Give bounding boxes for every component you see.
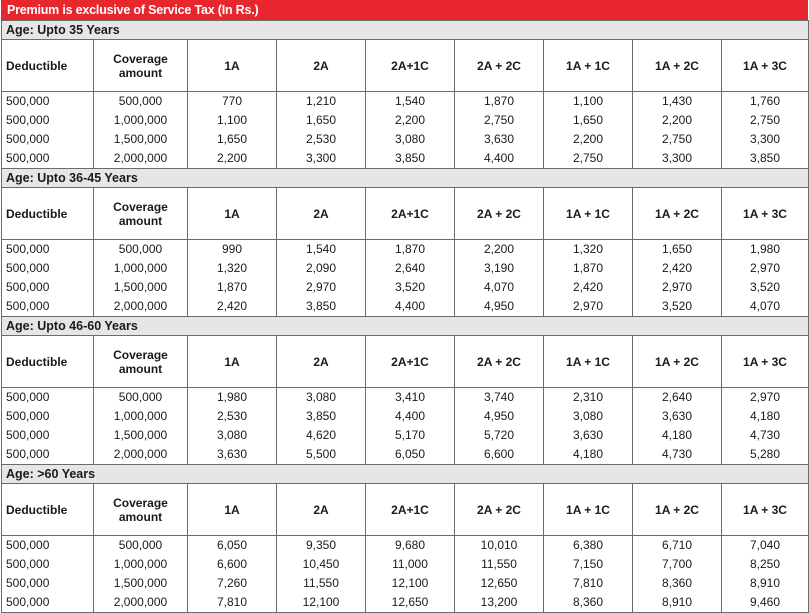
premium-cell: 3,300: [633, 149, 722, 169]
plan-header: 1A + 2C: [633, 484, 722, 536]
premium-cell: 3,410: [366, 388, 455, 408]
column-header-row: [2, 40, 809, 92]
coverage-cell: 500,000: [94, 240, 188, 260]
premium-cell: 2,090: [277, 259, 366, 278]
plan-header: 1A: [188, 188, 277, 240]
age-group-row: [2, 21, 809, 40]
plan-header: 1A + 2C: [633, 188, 722, 240]
premium-cell: 4,180: [544, 445, 633, 465]
table-row: [2, 297, 809, 317]
deductible-cell: 500,000: [2, 111, 94, 130]
deductible-header: Deductible: [2, 484, 94, 536]
premium-cell: 4,620: [277, 426, 366, 445]
premium-cell: 3,630: [633, 407, 722, 426]
deductible-cell: 500,000: [2, 259, 94, 278]
premium-cell: 2,750: [544, 149, 633, 169]
premium-cell: 9,460: [722, 593, 809, 613]
premium-table: [1, 20, 809, 613]
deductible-cell: 500,000: [2, 130, 94, 149]
premium-cell: 3,080: [544, 407, 633, 426]
deductible-cell: 500,000: [2, 574, 94, 593]
deductible-header: Deductible: [2, 188, 94, 240]
premium-cell: 2,970: [633, 278, 722, 297]
coverage-cell: 2,000,000: [94, 297, 188, 317]
plan-header: 1A + 1C: [544, 484, 633, 536]
plan-header: 2A: [277, 40, 366, 92]
premium-cell: 1,870: [455, 92, 544, 112]
plan-header: 1A + 3C: [722, 188, 809, 240]
premium-cell: 4,400: [455, 149, 544, 169]
plan-header: 2A + 2C: [455, 484, 544, 536]
deductible-cell: 500,000: [2, 297, 94, 317]
premium-cell: 4,070: [722, 297, 809, 317]
premium-cell: 3,630: [544, 426, 633, 445]
deductible-cell: 500,000: [2, 555, 94, 574]
premium-cell: 1,100: [188, 111, 277, 130]
premium-cell: 8,250: [722, 555, 809, 574]
coverage-cell: 1,000,000: [94, 111, 188, 130]
deductible-cell: 500,000: [2, 278, 94, 297]
premium-cell: 770: [188, 92, 277, 112]
table-row: [2, 111, 809, 130]
premium-cell: 3,190: [455, 259, 544, 278]
premium-cell: 3,740: [455, 388, 544, 408]
premium-cell: 6,380: [544, 536, 633, 556]
premium-cell: 2,530: [277, 130, 366, 149]
coverage-cell: 1,500,000: [94, 574, 188, 593]
premium-cell: 2,200: [455, 240, 544, 260]
column-header-row: [2, 336, 809, 388]
coverage-header: [94, 484, 188, 536]
premium-cell: 2,750: [633, 130, 722, 149]
premium-cell: 3,850: [722, 149, 809, 169]
plan-header: 2A: [277, 188, 366, 240]
premium-cell: 3,300: [722, 130, 809, 149]
coverage-cell: 1,000,000: [94, 259, 188, 278]
premium-cell: 4,180: [722, 407, 809, 426]
column-header-row: [2, 188, 809, 240]
premium-cell: 2,640: [633, 388, 722, 408]
plan-header: 1A: [188, 484, 277, 536]
plan-header: 2A + 2C: [455, 188, 544, 240]
premium-cell: 1,870: [366, 240, 455, 260]
premium-cell: 1,650: [544, 111, 633, 130]
deductible-header: Deductible: [2, 336, 94, 388]
deductible-cell: 500,000: [2, 445, 94, 465]
premium-cell: 2,310: [544, 388, 633, 408]
premium-cell: 3,630: [188, 445, 277, 465]
premium-cell: 4,730: [722, 426, 809, 445]
premium-cell: 12,100: [366, 574, 455, 593]
premium-cell: 2,420: [633, 259, 722, 278]
coverage-header: [94, 336, 188, 388]
plan-header: 1A + 1C: [544, 336, 633, 388]
premium-cell: 1,870: [188, 278, 277, 297]
premium-cell: 5,170: [366, 426, 455, 445]
premium-cell: 1,540: [366, 92, 455, 112]
age-group-row: [2, 169, 809, 188]
premium-cell: 3,850: [366, 149, 455, 169]
plan-header: 2A+1C: [366, 188, 455, 240]
plan-header: 1A + 3C: [722, 40, 809, 92]
age-group-label: Age: Upto 36-45 Years: [2, 169, 809, 188]
premium-cell: 11,550: [455, 555, 544, 574]
plan-header: 2A + 2C: [455, 336, 544, 388]
plan-header: 1A + 1C: [544, 188, 633, 240]
table-row: [2, 388, 809, 408]
premium-cell: 3,850: [277, 297, 366, 317]
premium-cell: 8,910: [633, 593, 722, 613]
premium-cell: 7,150: [544, 555, 633, 574]
premium-cell: 3,520: [633, 297, 722, 317]
premium-cell: 3,080: [188, 426, 277, 445]
coverage-cell: 2,000,000: [94, 593, 188, 613]
coverage-cell: 2,000,000: [94, 445, 188, 465]
coverage-cell: 1,000,000: [94, 555, 188, 574]
coverage-cell: 1,500,000: [94, 426, 188, 445]
premium-cell: 2,970: [722, 388, 809, 408]
deductible-cell: 500,000: [2, 92, 94, 112]
premium-cell: 3,300: [277, 149, 366, 169]
premium-cell: 1,320: [188, 259, 277, 278]
table-row: [2, 536, 809, 556]
premium-cell: 1,100: [544, 92, 633, 112]
coverage-header-label: Coverage amount: [113, 199, 168, 228]
premium-cell: 7,810: [188, 593, 277, 613]
premium-cell: 2,420: [188, 297, 277, 317]
premium-cell: 3,850: [277, 407, 366, 426]
premium-cell: 1,980: [188, 388, 277, 408]
table-row: [2, 426, 809, 445]
premium-cell: 10,450: [277, 555, 366, 574]
table-row: [2, 278, 809, 297]
plan-header: 2A+1C: [366, 484, 455, 536]
premium-cell: 11,550: [277, 574, 366, 593]
deductible-cell: 500,000: [2, 240, 94, 260]
premium-cell: 4,730: [633, 445, 722, 465]
table-row: [2, 92, 809, 112]
premium-cell: 7,810: [544, 574, 633, 593]
plan-header: 2A: [277, 484, 366, 536]
premium-cell: 7,260: [188, 574, 277, 593]
coverage-cell: 500,000: [94, 536, 188, 556]
premium-cell: 11,000: [366, 555, 455, 574]
premium-cell: 2,970: [722, 259, 809, 278]
premium-cell: 2,970: [277, 278, 366, 297]
premium-cell: 1,650: [633, 240, 722, 260]
deductible-cell: 500,000: [2, 426, 94, 445]
premium-cell: 6,710: [633, 536, 722, 556]
premium-cell: 2,750: [455, 111, 544, 130]
premium-cell: 2,200: [366, 111, 455, 130]
premium-cell: 1,650: [277, 111, 366, 130]
premium-cell: 3,080: [277, 388, 366, 408]
plan-header: 2A+1C: [366, 336, 455, 388]
premium-cell: 2,640: [366, 259, 455, 278]
premium-cell: 1,210: [277, 92, 366, 112]
premium-cell: 8,910: [722, 574, 809, 593]
deductible-cell: 500,000: [2, 593, 94, 613]
premium-cell: 3,080: [366, 130, 455, 149]
premium-cell: 5,500: [277, 445, 366, 465]
premium-cell: 990: [188, 240, 277, 260]
coverage-cell: 1,500,000: [94, 130, 188, 149]
plan-header: 2A+1C: [366, 40, 455, 92]
premium-cell: 6,600: [188, 555, 277, 574]
premium-cell: 8,360: [633, 574, 722, 593]
premium-cell: 1,540: [277, 240, 366, 260]
premium-cell: 12,650: [455, 574, 544, 593]
age-group-label: Age: >60 Years: [2, 465, 809, 484]
table-row: [2, 445, 809, 465]
plan-header: 1A + 2C: [633, 336, 722, 388]
table-row: [2, 240, 809, 260]
table-row: [2, 259, 809, 278]
age-group-row: [2, 465, 809, 484]
premium-cell: 12,100: [277, 593, 366, 613]
premium-cell: 2,750: [722, 111, 809, 130]
table-row: [2, 555, 809, 574]
premium-table-container: [1, 0, 808, 613]
premium-cell: 7,700: [633, 555, 722, 574]
premium-cell: 2,970: [544, 297, 633, 317]
table-row: [2, 130, 809, 149]
coverage-cell: 2,000,000: [94, 149, 188, 169]
coverage-cell: 1,000,000: [94, 407, 188, 426]
premium-cell: 7,040: [722, 536, 809, 556]
age-group-label: Age: Upto 35 Years: [2, 21, 809, 40]
plan-header: 1A + 3C: [722, 336, 809, 388]
premium-cell: 3,630: [455, 130, 544, 149]
deductible-cell: 500,000: [2, 149, 94, 169]
premium-cell: 8,360: [544, 593, 633, 613]
premium-cell: 5,720: [455, 426, 544, 445]
premium-cell: 4,180: [633, 426, 722, 445]
premium-cell: 4,400: [366, 297, 455, 317]
premium-cell: 1,980: [722, 240, 809, 260]
coverage-cell: 500,000: [94, 388, 188, 408]
premium-cell: 4,950: [455, 297, 544, 317]
coverage-header: [94, 40, 188, 92]
column-header-row: [2, 484, 809, 536]
premium-cell: 1,760: [722, 92, 809, 112]
table-row: [2, 149, 809, 169]
deductible-header: Deductible: [2, 40, 94, 92]
premium-cell: 9,680: [366, 536, 455, 556]
plan-header: 1A: [188, 40, 277, 92]
premium-cell: 6,600: [455, 445, 544, 465]
coverage-cell: 500,000: [94, 92, 188, 112]
premium-cell: 13,200: [455, 593, 544, 613]
premium-cell: 4,950: [455, 407, 544, 426]
age-group-row: [2, 317, 809, 336]
deductible-cell: 500,000: [2, 536, 94, 556]
premium-cell: 6,050: [366, 445, 455, 465]
plan-header: 1A: [188, 336, 277, 388]
premium-cell: 10,010: [455, 536, 544, 556]
premium-cell: 12,650: [366, 593, 455, 613]
premium-cell: 1,870: [544, 259, 633, 278]
plan-header: 1A + 3C: [722, 484, 809, 536]
premium-cell: 2,530: [188, 407, 277, 426]
age-group-label: Age: Upto 46-60 Years: [2, 317, 809, 336]
premium-cell: 2,420: [544, 278, 633, 297]
premium-cell: 4,400: [366, 407, 455, 426]
premium-cell: 1,650: [188, 130, 277, 149]
deductible-cell: 500,000: [2, 407, 94, 426]
table-row: [2, 574, 809, 593]
table-row: [2, 407, 809, 426]
premium-cell: 6,050: [188, 536, 277, 556]
premium-cell: 9,350: [277, 536, 366, 556]
premium-cell: 3,520: [366, 278, 455, 297]
premium-cell: 2,200: [188, 149, 277, 169]
premium-cell: 2,200: [544, 130, 633, 149]
coverage-cell: 1,500,000: [94, 278, 188, 297]
premium-cell: 3,520: [722, 278, 809, 297]
tax-note-banner: Premium is exclusive of Service Tax (In Rs.): [1, 0, 808, 20]
premium-cell: 1,430: [633, 92, 722, 112]
premium-cell: 2,200: [633, 111, 722, 130]
plan-header: 1A + 1C: [544, 40, 633, 92]
premium-cell: 5,280: [722, 445, 809, 465]
plan-header: 2A + 2C: [455, 40, 544, 92]
plan-header: 1A + 2C: [633, 40, 722, 92]
premium-cell: 1,320: [544, 240, 633, 260]
plan-header: 2A: [277, 336, 366, 388]
coverage-header-label: Coverage amount: [113, 495, 168, 524]
premium-cell: 4,070: [455, 278, 544, 297]
coverage-header-label: Coverage amount: [113, 51, 168, 80]
deductible-cell: 500,000: [2, 388, 94, 408]
coverage-header-label: Coverage amount: [113, 347, 168, 376]
coverage-header: [94, 188, 188, 240]
